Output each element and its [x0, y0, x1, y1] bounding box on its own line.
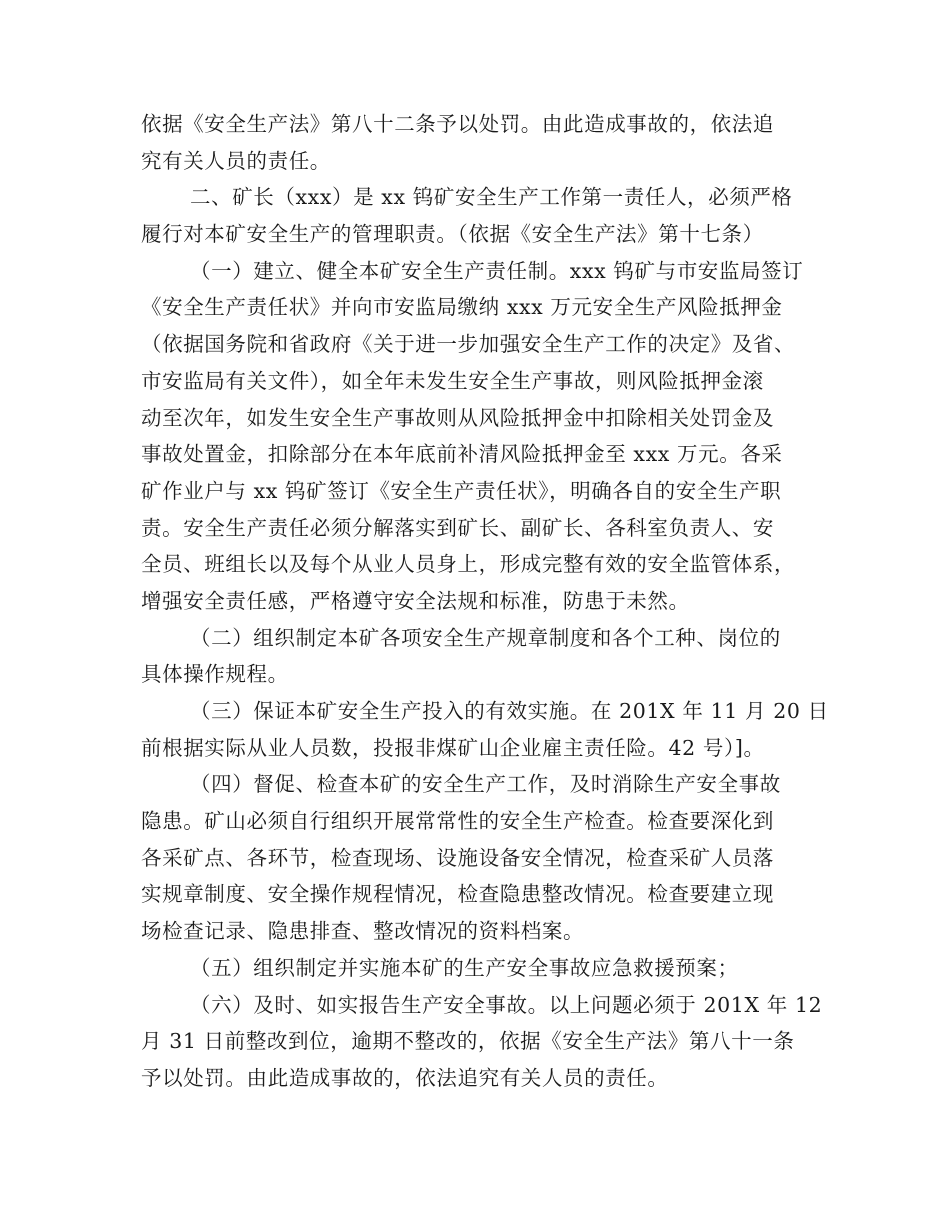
text-line: 全员、班组长以及每个从业人员身上，形成完整有效的安全监管体系，: [141, 552, 796, 577]
text-line: 《安全生产责任状》并向市安监局缴纳 xxx 万元安全生产风险抵押金: [141, 295, 783, 320]
text-line: 究有关人员的责任。: [141, 148, 331, 173]
text-line: 前根据实际从业人员数，投报非煤矿山企业雇主责任险。42 号）]。: [141, 735, 765, 760]
text-line: 场检查记录、隐患排查、整改情况的资料档案。: [141, 919, 585, 944]
text-line: 事故处置金，扣除部分在本年底前补清风险抵押金至 xxx 万元。各采: [141, 442, 783, 467]
text-line: 履行对本矿安全生产的管理职责。（依据《安全生产法》第十七条）: [141, 222, 764, 247]
text-line: 二、矿长（xxx）是 xx 钨矿安全生产工作第一责任人，必须严格: [190, 185, 793, 210]
text-line: 增强安全责任感，严格遵守安全法规和标准，防患于未然。: [141, 588, 690, 613]
text-line: 依据《安全生产法》第八十二条予以处罚。由此造成事故的，依法追: [141, 112, 774, 136]
text-line: （五）组织制定并实施本矿的生产安全事故应急救援预案；: [190, 955, 739, 980]
text-line: 责。安全生产责任必须分解落实到矿长、副矿长、各科室负责人、安: [141, 515, 774, 540]
text-line: 矿作业户与 xx 钨矿签订《安全生产责任状》，明确各自的安全生产职: [141, 478, 782, 503]
text-line: （三）保证本矿安全生产投入的有效实施。在 201X 年 11 月 20 日: [190, 699, 829, 723]
text-line: 市安监局有关文件），如全年未发生安全生产事故，则风险抵押金滚: [141, 368, 764, 393]
text-line: 予以处罚。由此造成事故的，依法追究有关人员的责任。: [141, 1065, 669, 1090]
text-line: （四）督促、检查本矿的安全生产工作，及时消除生产安全事故: [190, 772, 781, 797]
text-line: 月 31 日前整改到位，逾期不整改的，依据《安全生产法》第八十一条: [141, 1029, 795, 1054]
text-line: （依据国务院和省政府《关于进一步加强安全生产工作的决定》及省、: [141, 332, 796, 357]
text-line: （二）组织制定本矿各项安全生产规章制度和各个工种、岗位的: [190, 625, 781, 650]
text-line: 各采矿点、各环节，检查现场、设施设备安全情况，检查采矿人员落: [141, 845, 774, 870]
text-line: 具体操作规程。: [141, 662, 289, 687]
text-line: 实规章制度、安全操作规程情况，检查隐患整改情况。检查要建立现: [141, 882, 774, 907]
text-line: （一）建立、健全本矿安全生产责任制。xxx 钨矿与市安监局签订: [190, 258, 804, 283]
text-line: 动至次年，如发生安全生产事故则从风险抵押金中扣除相关处罚金及: [141, 405, 774, 430]
text-line: 隐患。矿山必须自行组织开展常常性的安全生产检查。检查要深化到: [141, 809, 774, 834]
text-line: （六）及时、如实报告生产安全事故。以上问题必须于 201X 年 12: [190, 992, 823, 1017]
document-body: [141, 106, 829, 1097]
